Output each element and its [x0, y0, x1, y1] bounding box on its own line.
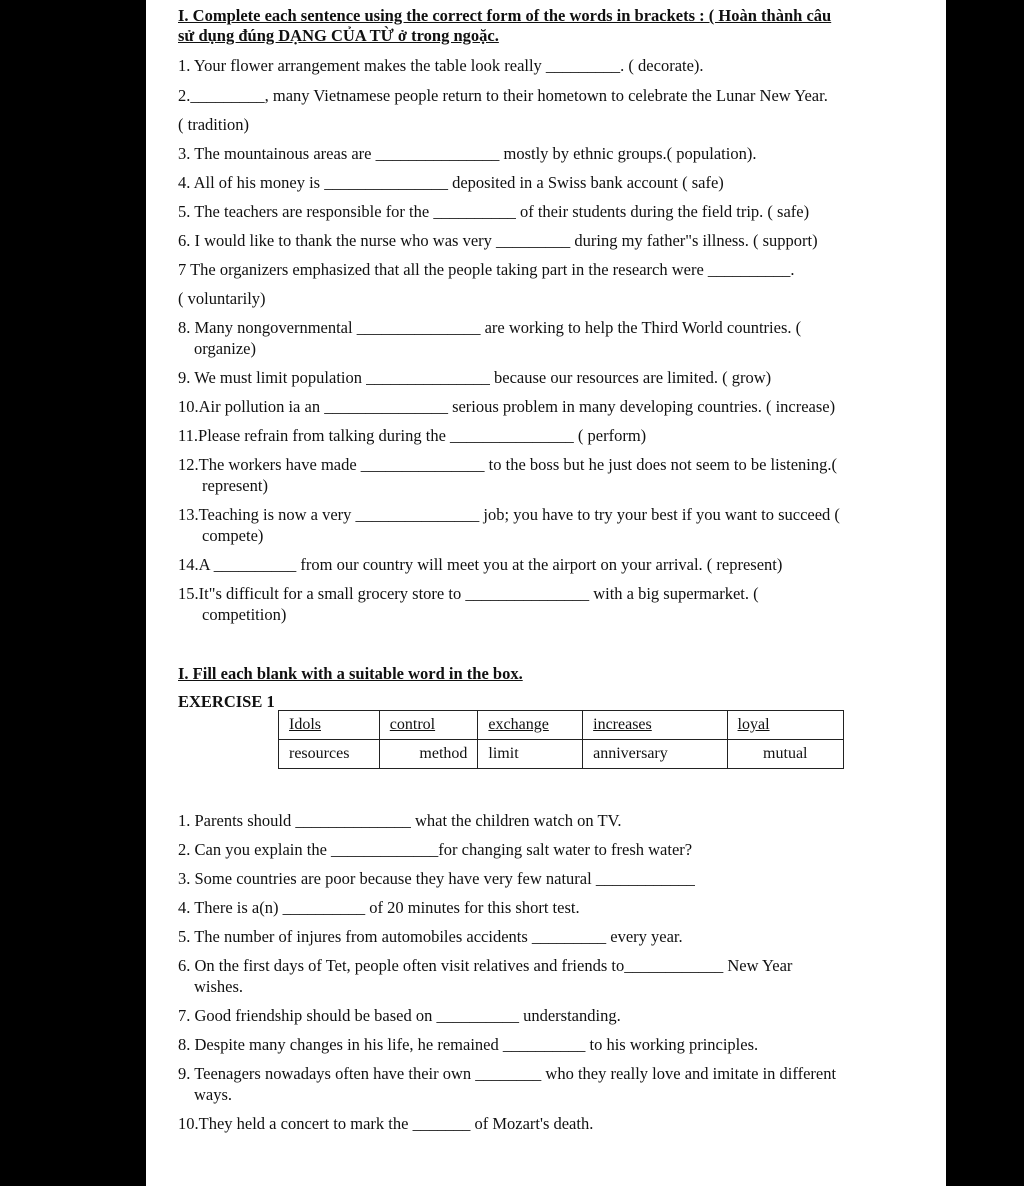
exercise-label: EXERCISE 1 [178, 692, 275, 711]
exercise-question-8: 8. Despite many changes in his life, he remained __________ to his working principles. [178, 1035, 759, 1054]
question-1: 1. Your flower arrangement makes the table look really _________. ( decorate). [178, 56, 704, 75]
word-cell: loyal [727, 711, 843, 740]
question-3: 3. The mountainous areas are _______________ mostly by ethnic groups.( population). [178, 144, 757, 163]
question-4: 4. All of his money is _______________ deposited in a Swiss bank account ( safe) [178, 173, 724, 192]
exercise-question-9: 9. Teenagers nowadays often have their own ________ who they really love and imitate in different [178, 1064, 837, 1083]
question-13: 13.Teaching is now a very _______________ job; you have to try your best if you want to succeed ( [178, 505, 840, 524]
section1-title-line2: sử dụng đúng DẠNG CỦA TỪ ở trong ngoặc. [178, 26, 499, 45]
exercise-question-7: 7. Good friendship should be based on __________ understanding. [178, 1006, 621, 1025]
question-13-hint: compete) [202, 526, 264, 545]
question-7: 7 The organizers emphasized that all the people taking part in the research were __________. [178, 260, 795, 279]
word-cell: increases [583, 711, 727, 740]
question-10: 10.Air pollution ia an _______________ serious problem in many developing countries. ( increase) [178, 397, 836, 416]
word-cell: resources [279, 740, 380, 769]
question-14: 14.A __________ from our country will meet you at the airport on your arrival. ( represent) [178, 555, 783, 574]
question-5: 5. The teachers are responsible for the __________ of their students during the field trip. ( safe) [178, 202, 810, 221]
worksheet-page [146, 0, 946, 1186]
word-cell: method [379, 740, 478, 769]
exercise-question-10: 10.They held a concert to mark the _______ of Mozart's death. [178, 1114, 594, 1133]
word-box-row [279, 740, 844, 769]
word-cell: limit [478, 740, 583, 769]
question-6: 6. I would like to thank the nurse who was very _________ during my father"s illness. ( support) [178, 231, 818, 250]
word-cell: Idols [279, 711, 380, 740]
question-8-hint: organize) [194, 339, 256, 358]
question-12-hint: represent) [202, 476, 268, 495]
exercise-question-5: 5. The number of injures from automobiles accidents _________ every year. [178, 927, 683, 946]
exercise-question-2: 2. Can you explain the _____________for changing salt water to fresh water? [178, 840, 693, 859]
question-9: 9. We must limit population _______________ because our resources are limited. ( grow) [178, 368, 772, 387]
section2-title: I. Fill each blank with a suitable word in the box. [178, 664, 523, 683]
question-15-hint: competition) [202, 605, 287, 624]
question-2: 2._________, many Vietnamese people return to their hometown to celebrate the Lunar New Year. [178, 86, 828, 105]
question-2-hint: ( tradition) [178, 115, 250, 134]
exercise-question-4: 4. There is a(n) __________ of 20 minutes for this short test. [178, 898, 580, 917]
question-15: 15.It"s difficult for a small grocery store to _______________ with a big supermarket. ( [178, 584, 759, 603]
word-cell: control [379, 711, 478, 740]
word-cell: anniversary [583, 740, 727, 769]
section1-title-line1: I. Complete each sentence using the correct form of the words in brackets : ( Hoàn thành câu [178, 6, 832, 25]
word-cell: exchange [478, 711, 583, 740]
exercise-question-9-cont: ways. [194, 1085, 233, 1104]
question-8: 8. Many nongovernmental _______________ are working to help the Third World countries. ( [178, 318, 802, 337]
exercise-question-6: 6. On the first days of Tet, people often visit relatives and friends to____________ New Year [178, 956, 793, 975]
word-box-row [279, 711, 844, 740]
exercise-question-6-cont: wishes. [194, 977, 244, 996]
exercise-question-1: 1. Parents should ______________ what the children watch on TV. [178, 811, 622, 830]
exercise-question-3: 3. Some countries are poor because they have very few natural ____________ [178, 869, 695, 888]
question-7-hint: ( voluntarily) [178, 289, 266, 308]
question-11: 11.Please refrain from talking during the _______________ ( perform) [178, 426, 647, 445]
word-box [278, 710, 844, 769]
word-cell: mutual [727, 740, 843, 769]
question-12: 12.The workers have made _______________ to the boss but he just does not seem to be listening.( [178, 455, 837, 474]
